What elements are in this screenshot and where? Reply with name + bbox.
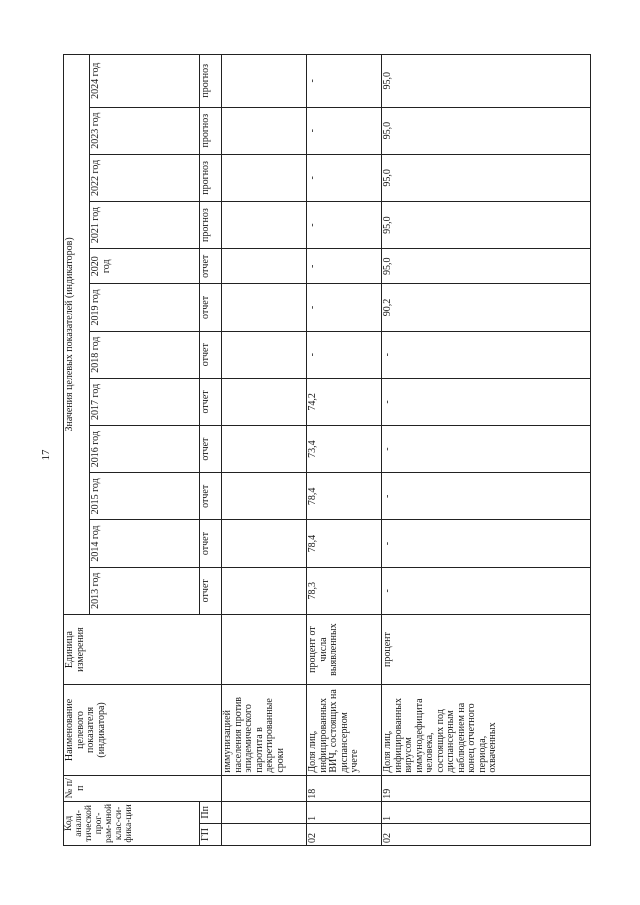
cell-value xyxy=(222,55,307,108)
cell-value: - xyxy=(307,55,382,108)
cell-value: - xyxy=(382,473,591,520)
cell-value: 95,0 xyxy=(382,201,591,248)
rotated-table-area xyxy=(63,54,640,843)
year-header: 2020 год xyxy=(90,249,200,284)
status-header: отчет xyxy=(200,520,222,567)
status-header: прогноз xyxy=(200,201,222,248)
status-header: отчет xyxy=(200,331,222,378)
status-header: отчет xyxy=(200,567,222,614)
year-header: 2013 год xyxy=(90,567,200,614)
header-gp: ГП xyxy=(200,823,222,845)
status-header: отчет xyxy=(200,426,222,473)
cell-gp: 02 xyxy=(307,823,382,845)
cell-gp xyxy=(222,823,307,845)
header-code: Код анали-тической прог-рам-мной клас-си-фика-ции xyxy=(64,801,200,845)
cell-value: 78,4 xyxy=(307,473,382,520)
status-header: отчет xyxy=(200,473,222,520)
cell-value: 95,0 xyxy=(382,154,591,201)
cell-gp: 02 xyxy=(382,823,591,845)
cell-value: - xyxy=(307,107,382,154)
year-header: 2016 год xyxy=(90,426,200,473)
header-pp: Пп xyxy=(200,801,222,823)
cell-name: Доля лиц, инфицированных ВИЧ, состоящих на диспансерном учете xyxy=(307,685,382,775)
cell-value xyxy=(222,284,307,331)
cell-value xyxy=(222,567,307,614)
status-header: отчет xyxy=(200,249,222,284)
cell-pp xyxy=(222,801,307,823)
year-header: 2024 год xyxy=(90,55,200,108)
cell-pp: 1 xyxy=(382,801,591,823)
cell-unit: процент xyxy=(382,614,591,684)
cell-value: - xyxy=(307,201,382,248)
cell-num xyxy=(222,775,307,801)
status-header: прогноз xyxy=(200,55,222,108)
cell-value: - xyxy=(382,426,591,473)
year-header: 2023 год xyxy=(90,107,200,154)
year-header: 2019 год xyxy=(90,284,200,331)
cell-value: 95,0 xyxy=(382,107,591,154)
cell-value: 90,2 xyxy=(382,284,591,331)
page-number xyxy=(38,447,54,463)
cell-name: иммунизацией населения против эпидемического паротита в декретированные сроки xyxy=(222,685,307,775)
cell-value: 95,0 xyxy=(382,55,591,108)
cell-value: - xyxy=(307,284,382,331)
cell-value: - xyxy=(307,331,382,378)
indicators-table xyxy=(63,54,591,846)
cell-value xyxy=(222,107,307,154)
cell-value xyxy=(222,201,307,248)
cell-value: - xyxy=(382,520,591,567)
cell-value xyxy=(222,378,307,425)
year-header: 2021 год xyxy=(90,201,200,248)
cell-value: 74,2 xyxy=(307,378,382,425)
header-name: Наименование целевого показателя (индикатора) xyxy=(64,685,222,775)
cell-unit xyxy=(222,614,307,684)
year-header: 2022 год xyxy=(90,154,200,201)
cell-value: 95,0 xyxy=(382,249,591,284)
header-values-title: Значения целевых показателей (индикаторов) xyxy=(64,55,90,615)
status-header: прогноз xyxy=(200,107,222,154)
cell-num: 19 xyxy=(382,775,591,801)
table-row xyxy=(307,55,382,846)
cell-num: 18 xyxy=(307,775,382,801)
cell-value xyxy=(222,249,307,284)
year-header: 2015 год xyxy=(90,473,200,520)
header-num: № п/п xyxy=(64,775,222,801)
cell-value: - xyxy=(382,567,591,614)
cell-value xyxy=(222,426,307,473)
cell-pp: 1 xyxy=(307,801,382,823)
year-header: 2014 год xyxy=(90,520,200,567)
cell-value: 78,4 xyxy=(307,520,382,567)
cell-value: - xyxy=(307,154,382,201)
cell-value: - xyxy=(307,249,382,284)
page-number-text: 17 xyxy=(40,449,52,461)
year-header: 2018 год xyxy=(90,331,200,378)
cell-unit: процент от числа выявленных xyxy=(307,614,382,684)
status-header: отчет xyxy=(200,284,222,331)
header-unit: Единица измерения xyxy=(64,614,222,684)
cell-name: Доля лиц, инфицированных вирусом иммунодефицита человека, состоящих под диспансерным наблюдением на конец отчетного периода, охваченных xyxy=(382,685,591,775)
status-header: отчет xyxy=(200,378,222,425)
cell-value: 73,4 xyxy=(307,426,382,473)
cell-value xyxy=(222,473,307,520)
cell-value: - xyxy=(382,378,591,425)
table-row xyxy=(382,55,591,846)
table-row xyxy=(222,55,307,846)
cell-value xyxy=(222,154,307,201)
cell-value xyxy=(222,331,307,378)
cell-value xyxy=(222,520,307,567)
cell-value: 78,3 xyxy=(307,567,382,614)
cell-value: - xyxy=(382,331,591,378)
status-header: прогноз xyxy=(200,154,222,201)
year-header: 2017 год xyxy=(90,378,200,425)
